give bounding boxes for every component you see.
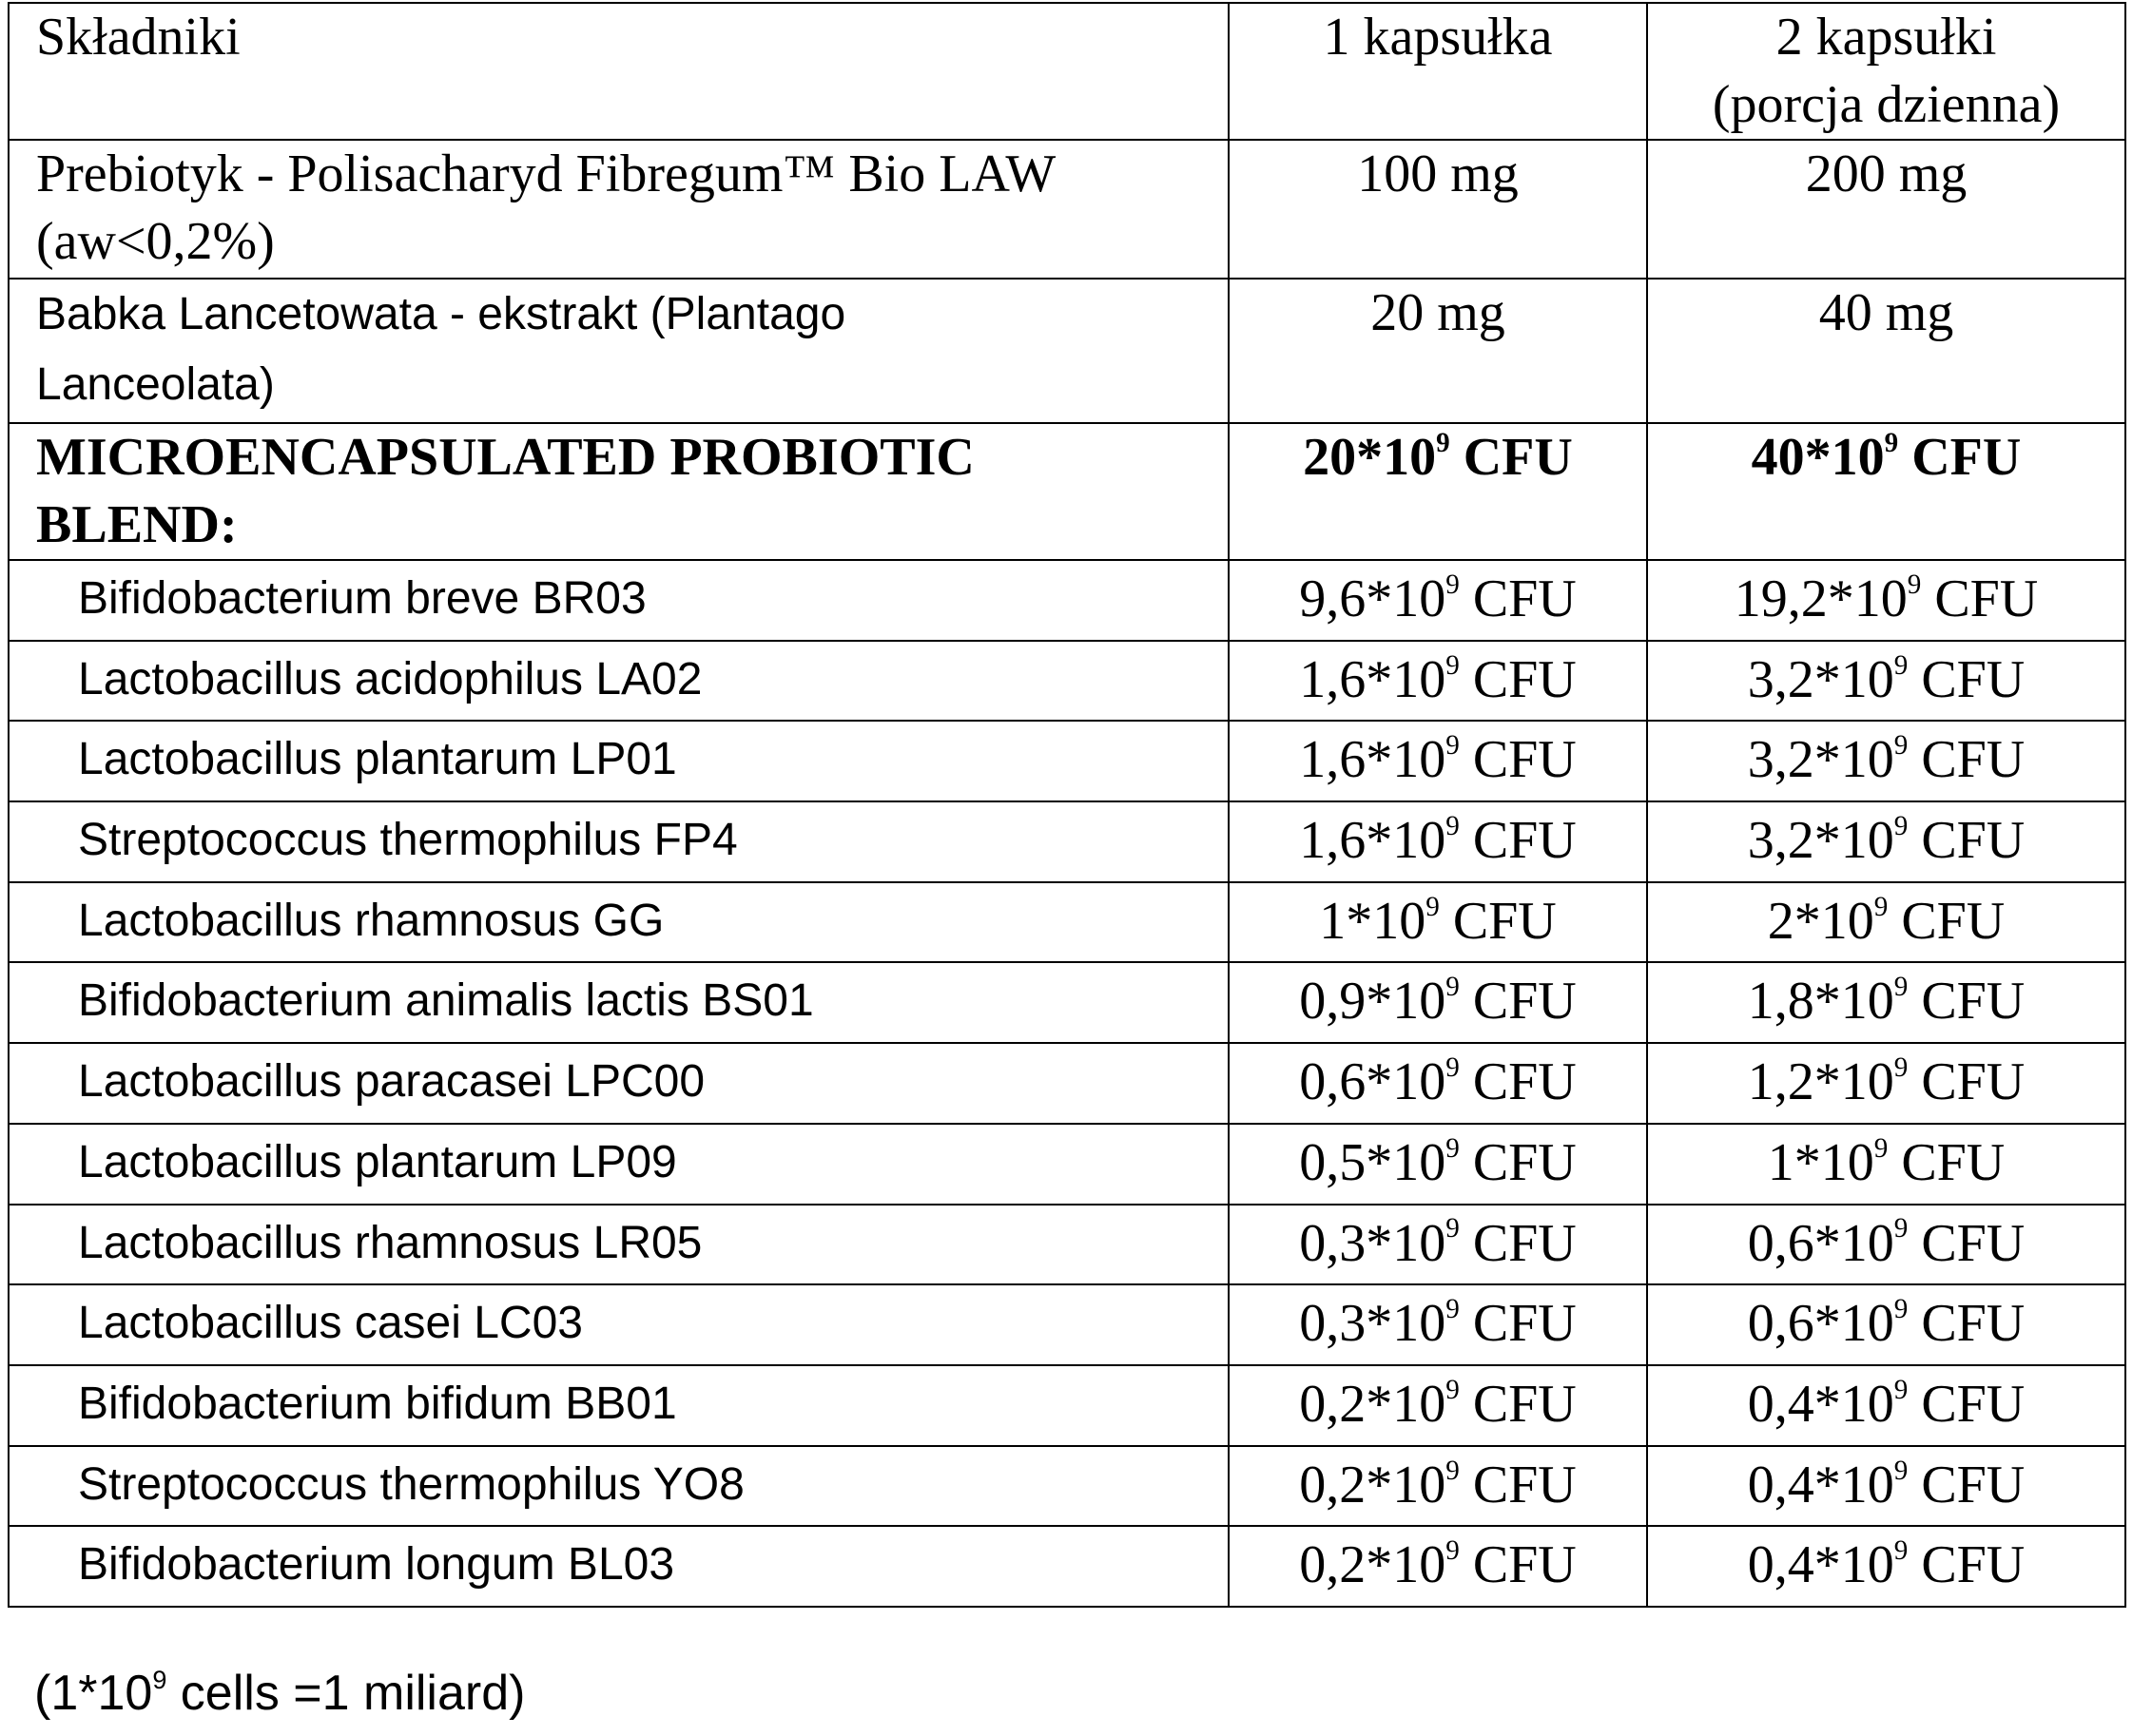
strain-two-mantissa: 0,6*10 [1747, 1213, 1894, 1273]
strain-one-unit: CFU [1459, 1374, 1577, 1434]
strain-two-exponent: 9 [1893, 1052, 1909, 1084]
strain-one-capsule-cell [1229, 801, 1647, 882]
strain-name-cell [9, 882, 1229, 963]
strain-two-capsules-cell [1647, 962, 2125, 1043]
prebiotic-name-cell [9, 140, 1229, 279]
strain-one-exponent: 9 [1445, 1132, 1460, 1164]
strain-row [9, 560, 2125, 641]
strain-one-mantissa: 0,3*10 [1299, 1213, 1446, 1273]
plantain-name-line1: Babka Lancetowata - ekstrakt (Plantago [36, 289, 846, 339]
prebiotic-one-capsule-value: 100 mg [1357, 145, 1519, 203]
ingredients-table [8, 2, 2126, 1608]
strain-name-cell [9, 721, 1229, 801]
strain-row [9, 1205, 2125, 1285]
strain-one-exponent: 9 [1445, 1052, 1460, 1084]
header-ingredients-label: Składniki [36, 8, 241, 67]
strain-two-capsules-cell [1647, 801, 2125, 882]
strain-name: Lactobacillus plantarum LP01 [78, 734, 677, 785]
strain-one-exponent: 9 [1445, 811, 1460, 842]
strain-one-capsule-cell [1229, 1365, 1647, 1446]
strain-two-mantissa: 1,2*10 [1747, 1052, 1894, 1112]
strain-name: Streptococcus thermophilus FP4 [78, 815, 738, 866]
strain-name: Lactobacillus casei LC03 [78, 1298, 583, 1349]
blend-name-cell [9, 423, 1229, 560]
strain-two-exponent: 9 [1893, 1535, 1909, 1567]
strain-one-mantissa: 0,9*10 [1299, 972, 1446, 1032]
strain-two-capsules-cell [1647, 560, 2125, 641]
strain-two-unit: CFU [1921, 569, 2039, 628]
strain-two-mantissa: 0,4*10 [1747, 1535, 1894, 1595]
strain-row [9, 1124, 2125, 1205]
strain-two-capsules-cell [1647, 882, 2125, 963]
blend-one-capsule-exponent: 9 [1436, 427, 1450, 458]
strain-name-cell [9, 1284, 1229, 1365]
strain-one-capsule-cell [1229, 721, 1647, 801]
header-two-capsules-cell [1647, 3, 2125, 140]
plantain-name-cell [9, 279, 1229, 423]
footnote [34, 1660, 525, 1726]
strain-one-exponent: 9 [1445, 569, 1460, 600]
strain-name: Lactobacillus acidophilus LA02 [78, 653, 703, 704]
strain-name-cell [9, 1205, 1229, 1285]
strain-name-cell [9, 962, 1229, 1043]
strain-row [9, 801, 2125, 882]
strain-two-mantissa: 0,6*10 [1747, 1294, 1894, 1354]
prebiotic-two-capsules-cell [1647, 140, 2125, 279]
strain-two-exponent: 9 [1893, 1294, 1909, 1325]
strain-two-exponent: 9 [1893, 1213, 1909, 1244]
strain-one-capsule-cell [1229, 560, 1647, 641]
strain-one-exponent: 9 [1445, 1374, 1460, 1405]
strain-one-exponent: 9 [1445, 730, 1460, 762]
strain-one-exponent: 9 [1425, 891, 1440, 922]
strain-two-unit: CFU [1908, 1294, 2026, 1354]
strain-one-capsule-cell [1229, 882, 1647, 963]
strain-name: Streptococcus thermophilus YO8 [78, 1458, 745, 1510]
strain-two-unit: CFU [1888, 1132, 2006, 1192]
strain-row [9, 1446, 2125, 1527]
strain-one-unit: CFU [1459, 811, 1577, 871]
strain-two-unit: CFU [1908, 811, 2026, 871]
strain-one-exponent: 9 [1445, 1294, 1460, 1325]
strain-name-cell [9, 641, 1229, 722]
strain-two-mantissa: 3,2*10 [1747, 811, 1894, 871]
strain-one-mantissa: 0,3*10 [1299, 1294, 1446, 1354]
strain-one-unit: CFU [1459, 1535, 1577, 1595]
strain-one-unit: CFU [1439, 891, 1557, 951]
header-two-capsules-label: 2 kapsułki [1775, 8, 1997, 67]
strain-one-capsule-cell [1229, 1124, 1647, 1205]
strain-name: Lactobacillus plantarum LP09 [78, 1136, 677, 1187]
strain-two-exponent: 9 [1893, 649, 1909, 681]
prebiotic-row [9, 140, 2125, 279]
strain-row [9, 721, 2125, 801]
strain-name: Lactobacillus rhamnosus LR05 [78, 1217, 703, 1268]
blend-name-line1: MICROENCAPSULATED PROBIOTIC [36, 428, 975, 487]
blend-two-capsules-cell [1647, 423, 2125, 560]
header-daily-portion-label: (porcja dzienna) [1712, 75, 2061, 134]
strain-one-unit: CFU [1459, 730, 1577, 790]
strain-two-capsules-cell [1647, 721, 2125, 801]
strain-name: Bifidobacterium animalis lactis BS01 [78, 975, 814, 1027]
strain-two-unit: CFU [1908, 1213, 2026, 1273]
strain-row [9, 641, 2125, 722]
strain-one-mantissa: 1,6*10 [1299, 649, 1446, 709]
strain-one-exponent: 9 [1445, 1213, 1460, 1244]
strain-one-exponent: 9 [1445, 972, 1460, 1003]
strain-one-unit: CFU [1459, 972, 1577, 1032]
strain-two-capsules-cell [1647, 1124, 2125, 1205]
strain-one-capsule-cell [1229, 1284, 1647, 1365]
strain-one-unit: CFU [1459, 569, 1577, 628]
strain-row [9, 1043, 2125, 1124]
strain-one-capsule-cell [1229, 1043, 1647, 1124]
footnote-exponent: 9 [152, 1665, 167, 1694]
strain-two-capsules-cell [1647, 1205, 2125, 1285]
strain-two-unit: CFU [1908, 649, 2026, 709]
table-body [9, 3, 2125, 1607]
strain-two-exponent: 9 [1873, 1132, 1889, 1164]
strain-two-mantissa: 3,2*10 [1747, 649, 1894, 709]
footnote-prefix: (1*10 [34, 1666, 153, 1721]
plantain-one-capsule-value: 20 mg [1370, 283, 1505, 342]
strain-two-unit: CFU [1908, 1052, 2026, 1112]
strain-two-mantissa: 0,4*10 [1747, 1455, 1894, 1514]
strain-two-mantissa: 0,4*10 [1747, 1374, 1894, 1434]
strain-one-capsule-cell [1229, 1205, 1647, 1285]
strain-name-cell [9, 560, 1229, 641]
blend-one-capsule-cell [1229, 423, 1647, 560]
strain-row [9, 1284, 2125, 1365]
header-one-capsule-label: 1 kapsułka [1323, 8, 1553, 67]
strain-one-mantissa: 1,6*10 [1299, 811, 1446, 871]
prebiotic-name-line1: Prebiotyk - Polisacharyd Fibregum™ Bio LAW [36, 145, 1057, 203]
prebiotic-one-capsule-cell [1229, 140, 1647, 279]
prebiotic-name-line2: (aw<0,2%) [36, 212, 275, 271]
strain-two-exponent: 9 [1907, 569, 1922, 600]
strain-name: Bifidobacterium longum BL03 [78, 1539, 675, 1591]
strain-two-mantissa: 19,2*10 [1734, 569, 1908, 628]
strain-name: Lactobacillus rhamnosus GG [78, 895, 665, 946]
strain-two-exponent: 9 [1893, 811, 1909, 842]
strain-one-mantissa: 9,6*10 [1299, 569, 1446, 628]
strain-two-mantissa: 1*10 [1767, 1132, 1874, 1192]
strain-two-unit: CFU [1888, 891, 2006, 951]
plantain-two-capsules-value: 40 mg [1818, 283, 1954, 342]
plantain-name-line2: Lanceolata) [36, 359, 275, 410]
strain-one-exponent: 9 [1445, 649, 1460, 681]
strain-one-unit: CFU [1459, 649, 1577, 709]
strain-name-cell [9, 1043, 1229, 1124]
strain-one-mantissa: 0,2*10 [1299, 1455, 1446, 1514]
probiotic-blend-row [9, 423, 2125, 560]
blend-two-capsules-unit: CFU [1898, 428, 2022, 487]
strain-two-unit: CFU [1908, 1455, 2026, 1514]
strain-two-unit: CFU [1908, 730, 2026, 790]
strain-one-capsule-cell [1229, 641, 1647, 722]
strain-one-unit: CFU [1459, 1132, 1577, 1192]
strain-one-mantissa: 0,2*10 [1299, 1374, 1446, 1434]
strain-name: Bifidobacterium bifidum BB01 [78, 1378, 677, 1429]
strain-one-mantissa: 0,2*10 [1299, 1535, 1446, 1595]
strain-two-unit: CFU [1908, 1374, 2026, 1434]
strain-one-unit: CFU [1459, 1052, 1577, 1112]
strain-one-unit: CFU [1459, 1294, 1577, 1354]
plantain-two-capsules-cell [1647, 279, 2125, 423]
strain-two-capsules-cell [1647, 1526, 2125, 1607]
header-row [9, 3, 2125, 140]
prebiotic-two-capsules-value: 200 mg [1805, 145, 1968, 203]
strain-name: Bifidobacterium breve BR03 [78, 573, 647, 624]
strain-two-capsules-cell [1647, 641, 2125, 722]
strain-two-exponent: 9 [1893, 730, 1909, 762]
strain-name: Lactobacillus paracasei LPC00 [78, 1056, 706, 1108]
strain-name-cell [9, 1124, 1229, 1205]
strain-one-capsule-cell [1229, 1446, 1647, 1527]
strain-row [9, 882, 2125, 963]
strain-one-mantissa: 1,6*10 [1299, 730, 1446, 790]
strain-name-cell [9, 1446, 1229, 1527]
strain-one-capsule-cell [1229, 962, 1647, 1043]
strain-one-exponent: 9 [1445, 1535, 1460, 1567]
header-one-capsule-cell [1229, 3, 1647, 140]
strain-two-exponent: 9 [1893, 1455, 1909, 1486]
strain-one-mantissa: 1*10 [1319, 891, 1426, 951]
blend-one-capsule-unit: CFU [1449, 428, 1573, 487]
strain-two-unit: CFU [1908, 1535, 2026, 1595]
strain-two-mantissa: 2*10 [1767, 891, 1874, 951]
strain-name-cell [9, 1365, 1229, 1446]
strain-one-exponent: 9 [1445, 1455, 1460, 1486]
strain-two-capsules-cell [1647, 1043, 2125, 1124]
strain-two-exponent: 9 [1873, 891, 1889, 922]
strain-one-unit: CFU [1459, 1213, 1577, 1273]
strain-row [9, 1365, 2125, 1446]
blend-one-capsule-mantissa: 20*10 [1303, 428, 1437, 487]
strain-row [9, 962, 2125, 1043]
footnote-suffix: cells =1 miliard) [166, 1666, 526, 1721]
strain-name-cell [9, 1526, 1229, 1607]
strain-two-mantissa: 1,8*10 [1747, 972, 1894, 1032]
strain-one-unit: CFU [1459, 1455, 1577, 1514]
strain-one-mantissa: 0,6*10 [1299, 1052, 1446, 1112]
strain-one-mantissa: 0,5*10 [1299, 1132, 1446, 1192]
strain-two-exponent: 9 [1893, 972, 1909, 1003]
blend-two-capsules-mantissa: 40*10 [1751, 428, 1885, 487]
strain-one-capsule-cell [1229, 1526, 1647, 1607]
strain-two-capsules-cell [1647, 1284, 2125, 1365]
strain-two-mantissa: 3,2*10 [1747, 730, 1894, 790]
plantain-row [9, 279, 2125, 423]
plantain-one-capsule-cell [1229, 279, 1647, 423]
strain-two-capsules-cell [1647, 1365, 2125, 1446]
strain-two-capsules-cell [1647, 1446, 2125, 1527]
blend-two-capsules-exponent: 9 [1884, 427, 1899, 458]
header-ingredients-cell [9, 3, 1229, 140]
strain-name-cell [9, 801, 1229, 882]
strain-two-exponent: 9 [1893, 1374, 1909, 1405]
blend-name-line2: BLEND: [36, 495, 238, 554]
strain-row [9, 1526, 2125, 1607]
strain-two-unit: CFU [1908, 972, 2026, 1032]
